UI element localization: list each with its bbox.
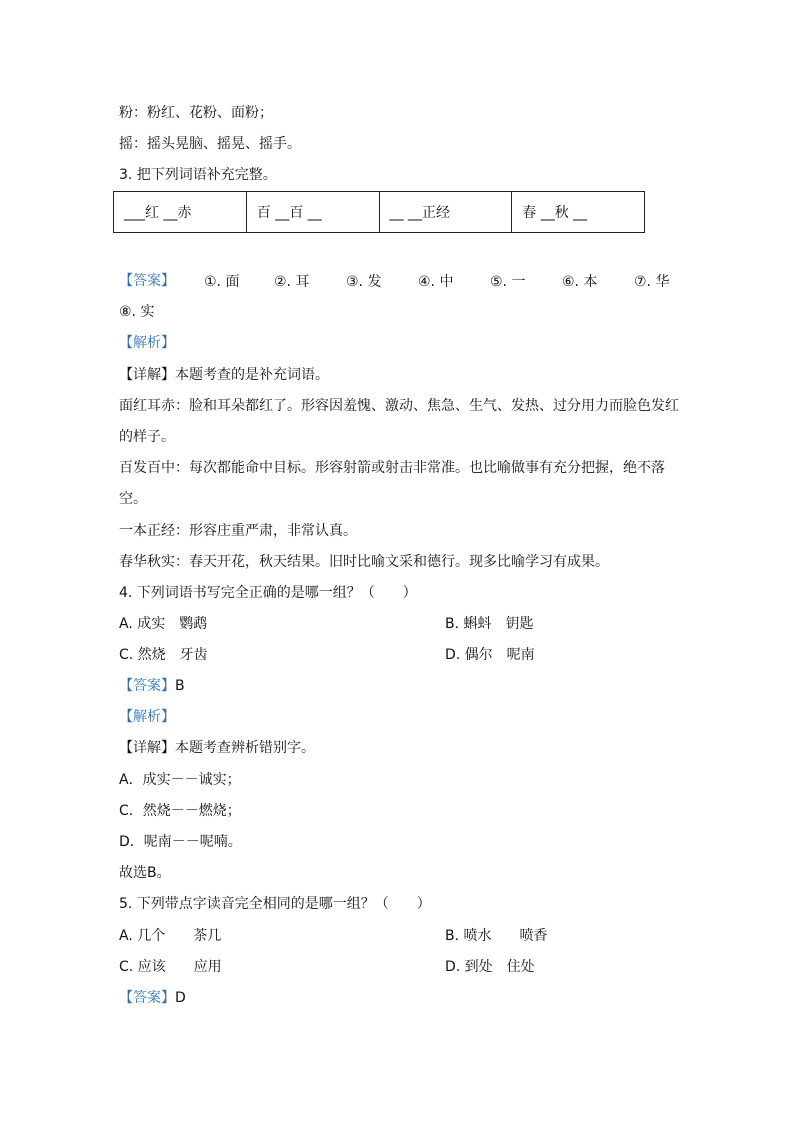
answer-item-3: ③. 发: [346, 274, 382, 290]
fen-words-line: 粉：粉红、花粉、面粉；: [119, 105, 273, 121]
answer-item-2: ②. 耳: [274, 274, 310, 290]
q5-option-d: D. 到处 住处: [445, 959, 535, 975]
question-3-table: [113, 191, 645, 233]
question-5-title: 5. 下列带点字读音完全相同的是哪一组？（ ）: [119, 896, 431, 912]
q3-detail-text: 本题考查的是补充词语。: [175, 367, 329, 383]
table-cell-3: __ __正经: [379, 192, 512, 233]
q4-explain-d: D．呢南－－呢喃。: [119, 834, 242, 850]
q4-detail-tag: 【详解】: [119, 740, 175, 756]
answer-item-1: ①. 面: [204, 274, 240, 290]
q4-detail-text: 本题考查辨析错别字。: [175, 740, 315, 756]
q5-answer-line: [119, 988, 186, 1008]
q5-option-b: B. 喷水 喷香: [445, 928, 548, 944]
q5-answer-value: D: [175, 990, 186, 1006]
table-cell-4: 春 __秋 __: [512, 192, 645, 233]
q3-answer-items: [204, 271, 684, 291]
answer-item-5: ⑤. 一: [490, 274, 526, 290]
q5-option-a: A. 几个 茶几: [119, 928, 222, 944]
q4-detail-line: [119, 738, 315, 758]
table-cell-1: ___红 __赤: [114, 192, 247, 233]
answer-item-6: ⑥. 本: [562, 274, 598, 290]
q4-answer-tag: 【答案】: [119, 678, 175, 694]
answer-item-7: ⑦. 华: [634, 274, 670, 290]
q4-conclusion: 故选B。: [119, 865, 171, 881]
q3-detail-tag: 【详解】: [119, 367, 175, 383]
question-4-title: 4. 下列词语书写完全正确的是哪一组？（ ）: [119, 585, 417, 601]
q4-explain-c: C．然烧－－燃烧；: [119, 803, 241, 819]
q3-explain-3: 一本正经：形容庄重严肃，非常认真。: [119, 523, 357, 539]
q4-option-b: B. 蝌蚪 钥匙: [445, 616, 534, 632]
q4-explain-a: A．成实－－诚实；: [119, 772, 241, 788]
q3-answer-tag: 【答案】: [119, 273, 175, 289]
table-cell-2: 百 __百 __: [246, 192, 379, 233]
q4-option-d: D. 偶尔 呢南: [445, 647, 535, 663]
q4-option-a: A. 成实 鹦鹉: [119, 616, 208, 632]
q3-explain-2: 百发百中：每次都能命中目标。形容射箭或射击非常准。也比喻做事有充分把握，绝不落空。: [119, 460, 665, 507]
q4-option-c: C. 然烧 牙齿: [119, 647, 208, 663]
q3-detail-line: [119, 365, 329, 385]
answer-item-4: ④. 中: [418, 274, 454, 290]
q4-analysis-tag: 【解析】: [119, 709, 175, 725]
yao-words-line: 摇：摇头晃脑、摇晃、摇手。: [119, 136, 301, 152]
q3-explain-4: 春华秋实：春天开花，秋天结果。旧时比喻文采和德行。现多比喻学习有成果。: [119, 554, 609, 570]
q4-answer-line: [119, 676, 185, 696]
q5-option-c: C. 应该 应用: [119, 959, 222, 975]
question-3-title: 3. 把下列词语补充完整。: [119, 167, 277, 183]
q3-explain-1: 面红耳赤：脸和耳朵都红了。形容因羞愧、激动、焦急、生气、发热、过分用力而脸色发红的样子。: [119, 398, 679, 445]
q3-analysis-tag: 【解析】: [119, 335, 175, 351]
q4-answer-value: B: [175, 678, 185, 694]
q5-answer-tag: 【答案】: [119, 990, 175, 1006]
answer-item-8: ⑧. 实: [119, 304, 155, 320]
